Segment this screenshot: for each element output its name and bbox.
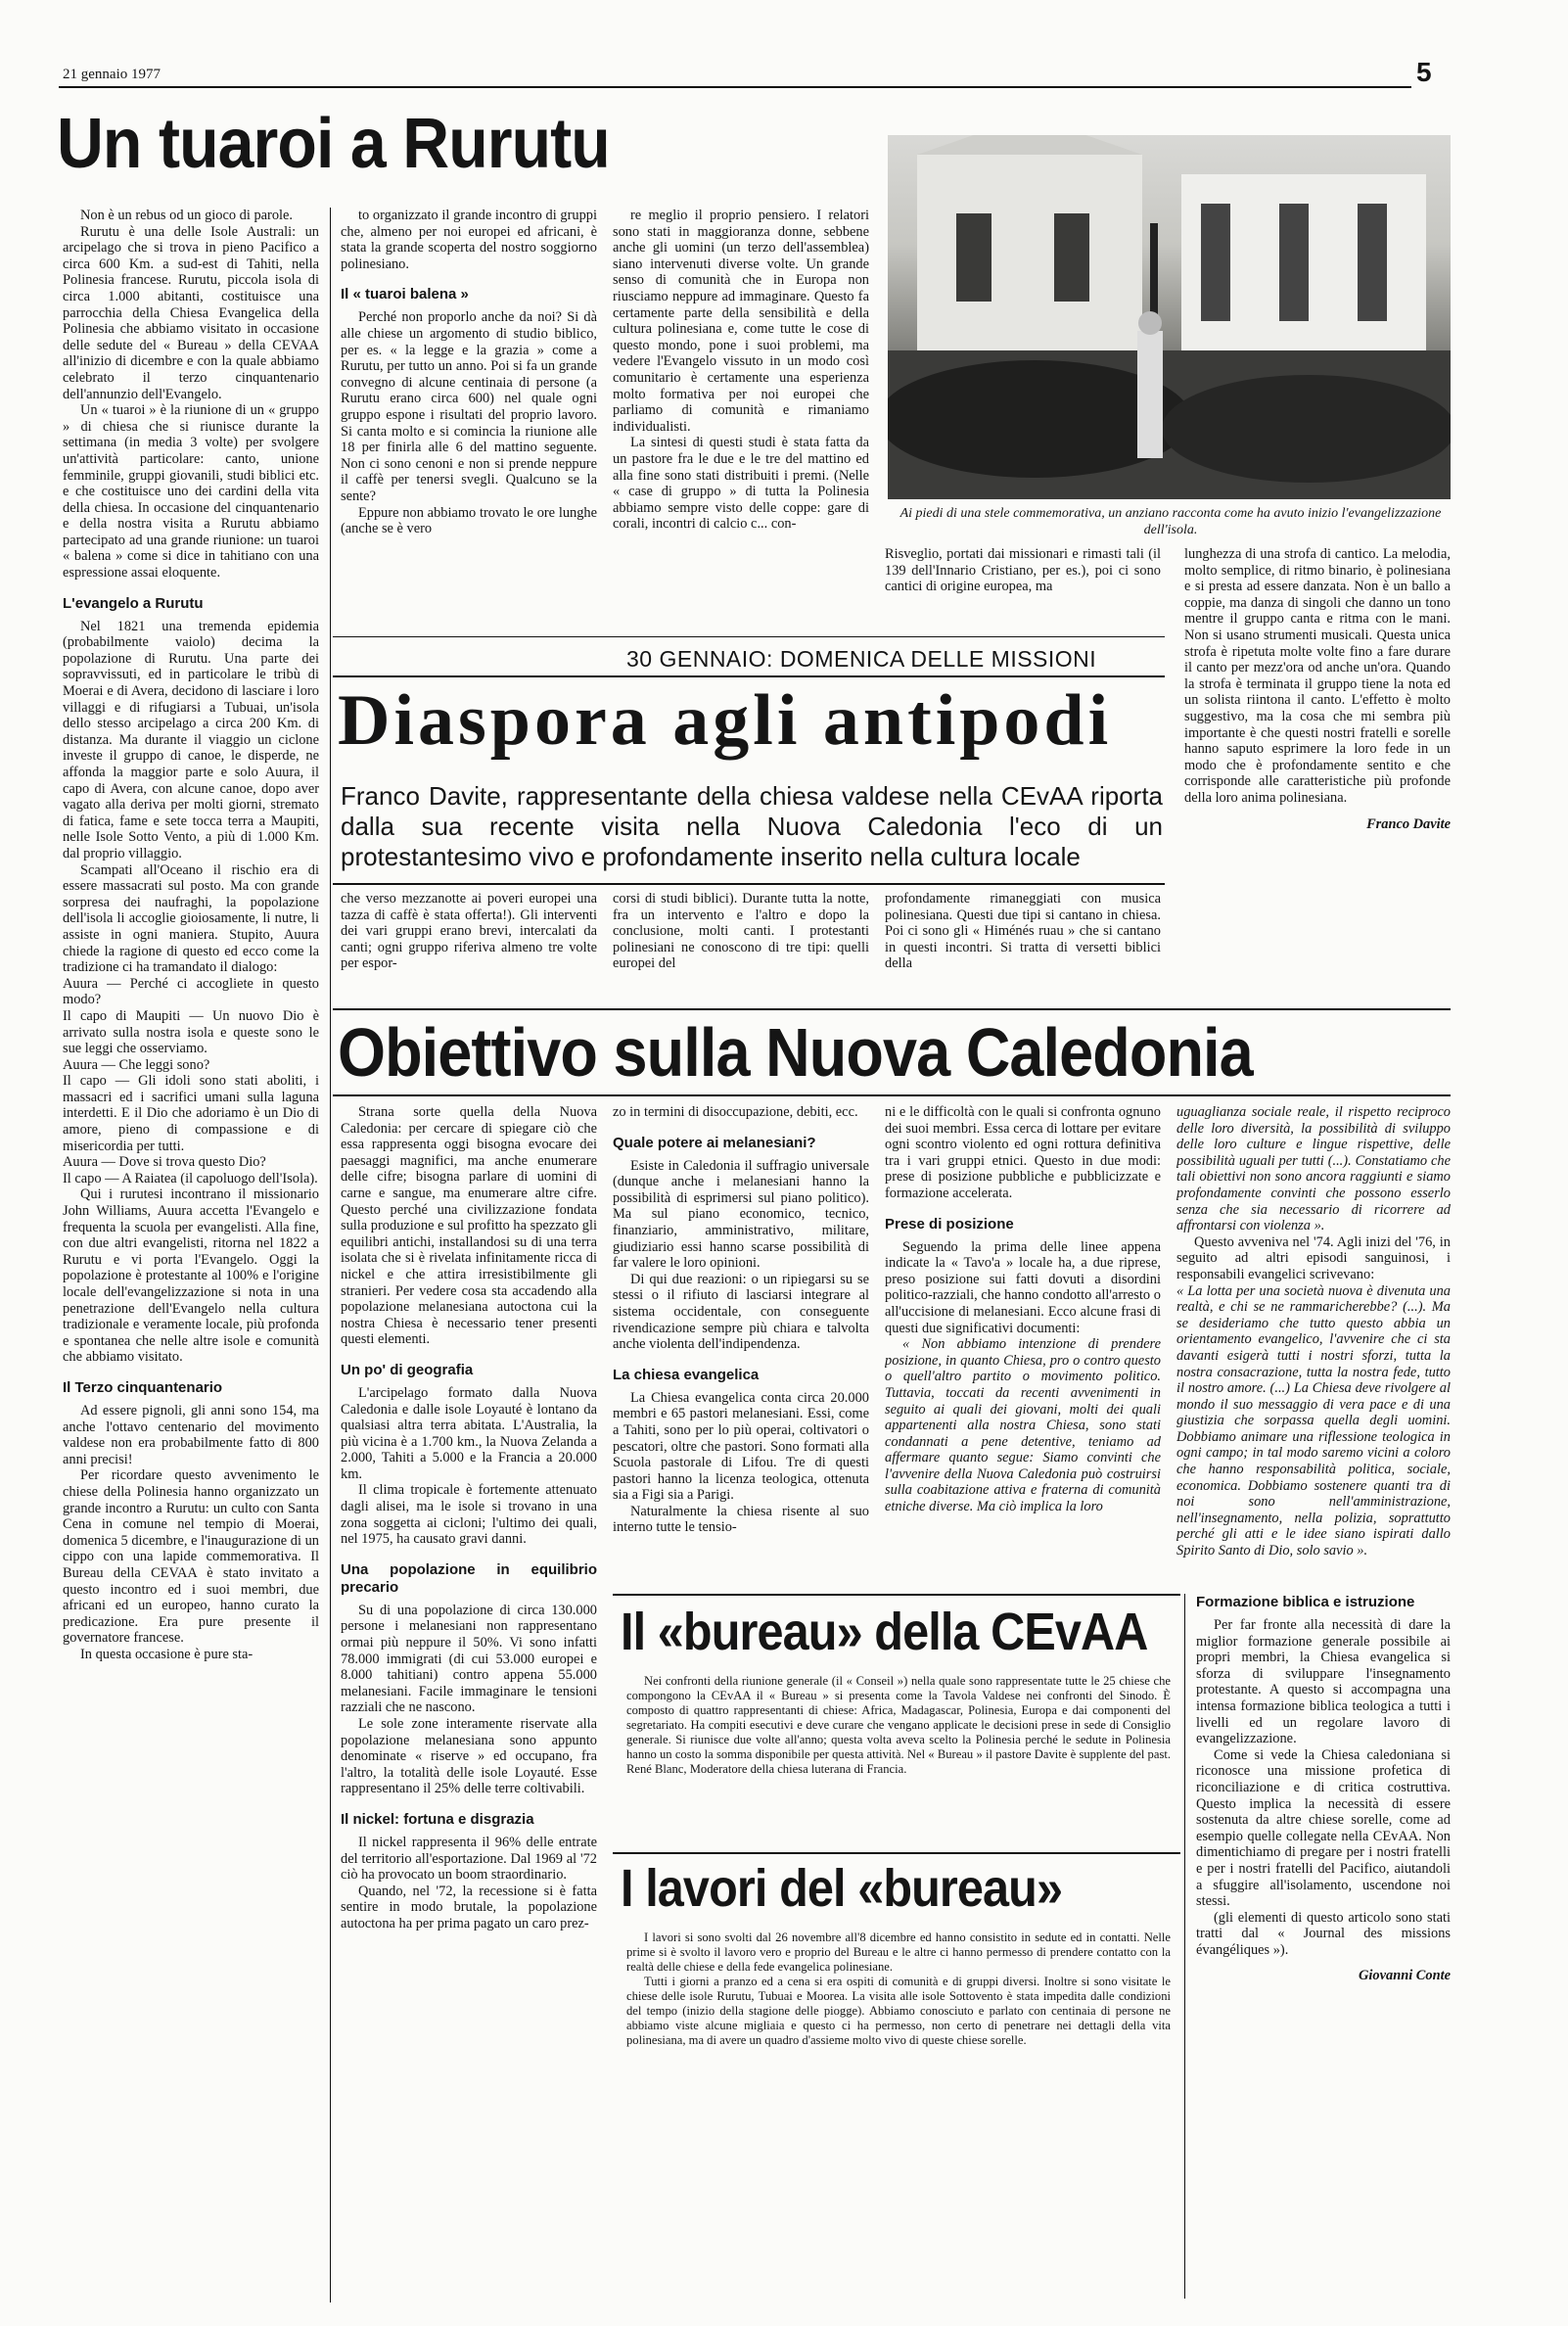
article3-column-4 (1176, 1104, 1451, 1584)
paragraph: Seguendo la prima delle linee appena indicate la « Tavo'a » locale ha, a due riprese, preso posizione sui fatti dovuti a disordini politico-razziali, che hanno condotto all'arresto o all'uccisione di melanesiani. Ecco alcune frasi di questi due significativi documenti: (885, 1238, 1161, 1336)
article6-column (1196, 1594, 1451, 2299)
article2-kicker: 30 GENNAIO: DOMENICA DELLE MISSIONI (626, 646, 1097, 672)
dialogue-line: Auura — Perché ci accogliete in questo modo? (63, 975, 319, 1008)
paragraph: Non è un rebus od un gioco di parole. (80, 208, 294, 223)
dialogue-line: Il capo — Gli idoli sono stati aboliti, i massacri ed i sacrifici umani sulla laguna interdetti. E il Dio che adoriamo è un Dio di amore, pieno di compassione e di misericordia per tutti. (63, 1073, 319, 1154)
paragraph: profondamente rimaneggiati con musica polinesiana. Questi due tipi si cantano in chiesa. Poi ci sono gli « Himénés ruau » che si cantano in questi incontri. Si tratta di versetti biblici della (885, 891, 1161, 972)
paragraph: L'arcipelago formato dalla Nuova Caledonia e dalle isole Loyauté è lontano da qualsiasi altra terra abitata. L'Australia, la più vicina è a 1.700 km., la Nuova Zelanda a 2.000, Tahiti a 5.000 e la Francia a 20.000 km. (341, 1384, 597, 1482)
paragraph: Strana sorte quella della Nuova Caledonia: per cercare di spiegare ciò che essa rappresenta oggi bisogna evocare dei paesaggi magnifici, ma anche enumerare delle cifre; bisogna parlare di uomini di carne e sangue, ma enumerare altre cifre. Questo perché una civilizzazione fondata sulla produzione e sul profitto ha spezzato gli equilibri antichi, installandosi su di una terra isolata che si è rivelata infinitamente ricca di nickel e che attira irresistibilmente gli stranieri. Per vedere cosa sta accadendo alla popolazione melanesiana autoctona cui la nostra Chiesa è necessario tener presenti questi elementi. (341, 1104, 597, 1348)
subheading: Il « tuaroi balena » (341, 286, 469, 303)
paragraph: Nei confronti della riunione generale (il « Conseil ») nella quale sono rappresentate tutte le 25 chiese che compongono la CEvAA il « Bureau » si presenta come la Tavola Valdese nei confronti del Sinodo. È composto di quattro rappresentanti di chiese: Africa, Madagascar, Polinesia, Europa e dai componenti del segretariato. Ha compiti esecutivi e deve curare che vengano applicate le decisioni prese in sede di Consiglio generale. Si riunisce due volte all'anno; questa volta aveva scelto la Polinesia perché le sedute in Polinesia hanno un costo la somma disponibile per questa attività. Nel « Bureau » il pastore Davite è supplente del past. René Blanc, Moderatore della chiesa luterana di Francia. (626, 1674, 1171, 1776)
author-signature: Franco Davite (1366, 815, 1451, 832)
page-number: 5 (1416, 57, 1432, 87)
article1-column-4 (885, 546, 1161, 617)
paragraph: Le sole zone interamente riservate alla popolazione melanesiana sono appunto denominate « riserve » ed occupano, fra l'altro, la totalità delle isole Loyauté. Esse rappresentano il 25% delle terre coltivabili. (341, 1716, 597, 1797)
article2-column-c (885, 891, 1161, 999)
article2-title: Diaspora agli antipodi (338, 680, 1113, 761)
article3-column-3 (885, 1104, 1161, 1584)
paragraph: Risveglio, portati dai missionari e rimasti tali (il 139 dell'Innario Cristiano, per es.), poi ci sono cantici di origine europea, ma (885, 546, 1161, 595)
article1-column-1 (63, 208, 319, 2293)
paragraph: che verso mezzanotte ai poveri europei una tazza di caffè è stata offerta!). Gli interventi dei vari gruppi erano brevi, intercalati da canti; ogni gruppo riferiva almeno tre volte per espor- (341, 891, 597, 972)
paragraph: Rurutu è una delle Isole Australi: un arcipelago che si trova in pieno Pacifico a circa 600 Km. a sud-est di Tahiti, nella Polinesia francese. Rurutu, piccola isola di circa 1.000 abitanti, costituisce una parrocchia della Chiesa Evangelica della Polinesia che abbiamo visitato in occasione delle sedute del « Bureau » della CEVAA all'inizio di dicembre e con la quale abbiamo celebrato il terzo cinquantenario dell'annunzio dell'Evangelo. (63, 223, 319, 402)
box-rule-mid (613, 1852, 1180, 1854)
paragraph: Naturalmente la chiesa risente al suo interno tutte le tensio- (613, 1503, 869, 1536)
paragraph: Quando, nel '72, la recessione si è fatta sentire in modo brutale, la popolazione autoctona ha per prima pagato un caro prez- (341, 1883, 597, 1931)
paragraph: to organizzato il grande incontro di gruppi che, almeno per noi europei ed africani, è stata la grande scoperta del nostro soggiorno polinesiano. (341, 208, 597, 272)
article1-title: Un tuaroi a Rurutu (57, 105, 610, 183)
box-rule-right (1184, 1594, 1185, 2299)
kicker-rule (333, 636, 1165, 637)
paragraph: re meglio il proprio pensiero. I relatori sono stati in maggioranza donne, sebbene anche gli uomini (un terzo dell'assemblea) siano intervenuti diverse volte. Un grande senso di comunità che in Europa non riusciamo neppure ad immaginare. Questo fa certamente parte della sensibilità e della cultura polinesiana e, come tutte le cose di questo mondo, pone i suoi problemi, ma vedere l'Evangelo vissuto in un modo così comunitario è certamente una esperienza molto formativa per noi europei che parliamo di comunità e rimaniamo individualisti. (613, 208, 869, 435)
subheading: Una popolazione in equilibrio precario (341, 1560, 597, 1596)
article3-column-1 (341, 1104, 597, 2301)
dialogue-line: Auura — Che leggi sono? (63, 1056, 210, 1073)
subheading: Prese di posizione (885, 1215, 1014, 1233)
subheading: Un po' di geografia (341, 1361, 474, 1378)
paragraph: Su di una popolazione di circa 130.000 persone i melanesiani non rappresentano ormai più neppure il 50%. Vi sono infatti 78.000 immigrati (di cui 53.000 europei e 8.000 tahitiani) contro appena 55.000 melanesiani. Facile immaginare le tensioni razziali che ne nascono. (341, 1602, 597, 1716)
issue-date: 21 gennaio 1977 (63, 67, 161, 82)
quote: uguaglianza sociale reale, il rispetto reciproco delle loro diversità, la possibilità di sviluppo delle loro culture e lingue rispettive, delle possibilità uguali per tutti (...). Constatiamo che tali obiettivi non sono ancora raggiunti e siamo profondamente convinti che possono esserlo senza che sia necessario di ricorrere ad affrontarsi con violenza ». (1176, 1104, 1451, 1234)
paragraph: La Chiesa evangelica conta circa 20.000 membri e 65 pastori melanesiani. Essi, come a Tahiti, sono per lo più operai, coltivatori o pescatori, oltre che pastori. Sono formati alla Scuola pastorale di Lifou. Tre di questi pastori hanno la licenza teologica, ottenuta sia a Figi sia a Parigi. (613, 1389, 869, 1504)
subheading: Quale potere ai melanesiani? (613, 1134, 816, 1151)
paragraph: Per far fronte alla necessità di dare la miglior formazione generale possibile ai propri membri, la Chiesa evangelica si sforza di sviluppare l'insegnamento protestante. A questo si accompagna una intensa formazione biblica teologica a tutti i livelli ed un regolare lavoro di evangelizzazione. (1196, 1617, 1451, 1747)
dialogue-line: Auura — Dove si trova questo Dio? (63, 1154, 266, 1171)
paragraph: Scampati all'Oceano il rischio era di essere massacrati sul posto. Ma con grande sorpresa dei naufraghi, la popolazione dell'isola li accoglie gioiosamente, li nutre, li assiste in ogni maniera. Stupito, Auura chiede la ragione di questo ed ecco come la tradizione ci ha tramandato il dialogo: (63, 861, 319, 976)
article5-title: I lavori del «bureau» (621, 1859, 1063, 1918)
column-divider (330, 208, 331, 2303)
article4-body (626, 1674, 1171, 1840)
paragraph: Questo avveniva nel '74. Agli inizi del '76, in seguito ad altri episodi sanguinosi, i responsabili evangelici scrivevano: (1176, 1233, 1451, 1282)
author-signature: Giovanni Conte (1359, 1968, 1451, 1984)
section-rule-bottom (333, 1094, 1451, 1096)
paragraph: La sintesi di questi studi è stata fatta da un pastore fra le due e le tre del mattino ed alla fine sono stati distribuiti i premi. (Nelle « case di gruppo » di tutta la Polinesia abbiamo sempre visto delle coppe: gare di corali, incontri di calcio c... con- (613, 435, 869, 533)
paragraph: Nel 1821 una tremenda epidemia (probabilmente vaiolo) decima la popolazione di Rurutu. Una parte dei sopravvissuti, ed in particolare le tribù di Moerai e di Avera, decidono di lasciare i loro villaggi e di rifugiarsi a Tubuai, un'isola dello stesso arcipelago a circa 200 Km. di distanza. Ma durante il viaggio un ciclone investe il gruppo di canoe, le disperde, ne affonda la maggior parte e solo Auura, il capo di Avera, con alcune canoe, dopo aver vagato alla deriva per molti giorni, stremato di fatica, fame e sete tocca terra a Maupiti, nelle Isole Sotto Vento, a più di 1.000 Km. dal proprio villaggio. (63, 618, 319, 861)
paragraph: ni e le difficoltà con le quali si confronta ognuno dei suoi membri. Essa cerca di lottare per evitare ogni scontro violento ed ogni rottura definitiva tra i vari gruppi etnici. Questo in due modi: prese di posizione pubbliche e pubblicizzate e formazione accelerata. (885, 1104, 1161, 1201)
dialogue-line: Il capo — A Raiatea (il capoluogo dell'Isola). (63, 1170, 318, 1186)
paragraph: Esiste in Caledonia il suffragio universale (dunque anche i melanesiani hanno la possibilità di esprimersi sul piano politico). Ma sul piano economico, tecnico, finanziario, amministrativo, militare, giudiziario essi hanno scarse possibilità di far valere le loro opinioni. (613, 1157, 869, 1272)
church-gathering-photo (888, 135, 1451, 499)
paragraph: Eppure non abbiamo trovato le ore lunghe (anche se è vero (341, 504, 597, 537)
masthead-rule (59, 86, 1411, 88)
article1-column-3 (613, 208, 869, 672)
quote: « Non abbiamo intenzione di prendere posizione, in quanto Chiesa, pro o contro questo o quell'altro partito o movimento politico. Tuttavia, toccati da recenti avvenimenti in seguito ai quali dei giovani, molti dei quali appartenenti alla nostra Chiesa, sono stati condannati a pene detentive, teniamo ad affermare quanto segue: Siamo convinti che l'avvenire della Nuova Caledonia può costruirsi sulla coabitazione attiva e fraterna di comunità etniche diverse. Ma ciò implica la loro (885, 1336, 1161, 1515)
subheading: L'evangelo a Rurutu (63, 594, 204, 612)
article5-body (626, 1931, 1171, 2303)
article2-column-b (613, 891, 869, 999)
article2-column-a (341, 891, 597, 999)
paragraph: Per ricordare questo avvenimento le chiese della Polinesia hanno organizzato un grande incontro a Rurutu: un culto con Santa Cena in comune nel tempio di Moerai, domenica 5 dicembre, e l'inaugurazione di un cippo con una lapide commemorativa. Il Bureau della CEVAA è stato invitato a questo incontro ed i suoi membri, due africani ed un europeo, hanno curato la predicazione. Era pure presente il governatore francese. (63, 1467, 319, 1647)
subheading: Il Terzo cinquantenario (63, 1378, 223, 1396)
paragraph: Il nickel rappresenta il 96% delle entrate del territorio all'esportazione. Dal 1969 al '72 ciò ha provocato un boom straordinario. (341, 1834, 597, 1884)
paragraph: Un « tuaroi » è la riunione di un « gruppo » di chiesa che si riunisce durante la settimana (in media 3 volte) per svolgere un'attività particolare: canto, unione femminile, gruppi giovanili, studi biblici etc. e che costituisce uno dei cardini della vita della chiesa. In occasione del cinquantenario e della nostra visita a Rurutu abbiamo partecipato ad una grande riunione: un tuaroi « balena » come si dice in tahitiano con una espressione assai eloquente. (63, 402, 319, 582)
paragraph: In questa occasione è pure sta- (80, 1646, 254, 1662)
paragraph: lunghezza di una strofa di cantico. La melodia, molto semplice, di ritmo binario, è polinesiana e si presta ad essere danzata. Non è un ballo a coppie, ma danza di singoli che danno un tono mentre il gruppo canta e ritma con le mani. Non si usano strumenti musicali. Questa unica strofa è ripetuta molte volte fino a fare durare il canto per mezz'ora od anche un'ora. Quando la strofa è terminata il gruppo tiene la nota ed un solista riintona il canto. L'effetto è molto suggestivo, ma la cosa che mi sembra più importante è che questi nostri fratelli e sorelle hanno saputo esprimere la loro fede in un modo che è profondamente sentito e che corrisponde alle caratteristiche più profonde della loro anima polinesiana. (1184, 546, 1451, 806)
paragraph: Tutti i giorni a pranzo ed a cena si era ospiti di comunità e di gruppi diversi. Inoltre si sono visitate le chiese delle isole Rurutu, Tubuai e Moorea. La visita alle isole Sottovento è stata impedita dalle condizioni del tempo (inizio della stagione delle piogge). Abbiamo conosciuto e parlato con centinaia di persone ne abbiamo viste alcune migliaia e questo ci ha permesso, non certo di penetrare nei dettagli della vita polinesiana, ma di avere un quadro d'assieme molto vivo di queste chiese sorelle. (626, 1975, 1171, 2047)
paragraph: Ad essere pignoli, gli anni sono 154, ma anche l'ottavo centenario del movimento valdese non era probabilmente fatto di 800 anni precisi! (63, 1402, 319, 1467)
box-rule-top (613, 1594, 1180, 1596)
article3-title: Obiettivo sulla Nuova Caledonia (338, 1014, 1253, 1091)
paragraph: Come si vede la Chiesa caledoniana si riconosce una missione profetica di riconciliazione e di critica costruttiva. Questo implica la necessità di essere sostenuta da altre chiese sorelle, come ad esempio quelle collegate nella CEvAA. Non dimentichiamo di pregare per i nostri fratelli e per i nostri fratelli del Pacifico, aiutandoli a sfuggire all'isolamento, uscendone noi stessi. (1196, 1746, 1451, 1910)
paragraph: Il clima tropicale è fortemente attenuato dagli alisei, ma le isole si trovano in una zona soggetta ai cicloni; l'ultimo dei quali, nel 1975, ha causato gravi danni. (341, 1482, 597, 1548)
paragraph: corsi di studi biblici). Durante tutta la notte, fra un intervento e l'altro e dopo la conclusione, molti canti. I protestanti polinesiani ne conoscono di tre tipi: quelli europei del (613, 891, 869, 972)
photo-caption: Ai piedi di una stele commemorativa, un anziano racconta come ha avuto inizio l'evangelizzazione dell'isola. (899, 506, 1442, 537)
article3-column-2 (613, 1104, 869, 1584)
article4-title: Il «bureau» della CEvAA (621, 1603, 1148, 1661)
paragraph: I lavori si sono svolti dal 26 novembre all'8 dicembre ed hanno consistito in sedute ed in contatti. Nelle prime si è svolto il lavoro vero e proprio del Bureau e le altre ci hanno permesso di prendere contatto con la realtà delle chiese e della fede evangelica polinesiane. (626, 1931, 1171, 1974)
standfirst-rule (333, 883, 1165, 885)
paragraph: Qui i rurutesi incontrano il missionario John Williams, Auura accetta l'Evangelo e frequenta la scuola per evangelisti. Alla fine, con due altri evangelisti, ritorna nel 1822 a Rurutu e vi porta l'Evangelo. Oggi la popolazione è protestante al 100% e l'origine locale dell'evangelizzazione si nota in una penetrazione dell'Evangelo nella cultura tradizionale e veramente locale, più profonda e spontanea che nelle altre isole e comunità che abbiamo visitato. (63, 1186, 319, 1366)
article2-standfirst: Franco Davite, rappresentante della chiesa valdese nella CEvAA riporta dalla sua recente visita nella Nuova Caledonia l'eco di un protestantesimo vivo e profondamente inserito nella cultura locale (341, 781, 1163, 871)
paragraph: Perché non proporlo anche da noi? Si dà alle chiese un argomento di studio biblico, per es. « la legge e la grazia » come a Rurutu, per tutto un anno. Poi si fa un grande convegno di alcune centinaia di persone (a Rurutu erano circa 600) nel quale ogni gruppo espone i risultati del proprio lavoro. Si canta molto e si comincia la riunione alle 18 per finirla alle 6 del mattino seguente. Non ci sono cenoni e non si prende neppure il caffè per tenersi svegli. Qualcuno se la sente? (341, 309, 597, 504)
quote: « La lotta per una società nuova è divenuta una realtà, e chi se ne rammaricherebbe? (...). Ma se desideriamo che tutto questo abbia un orientamento evangelico, l'avvenire che ci sta davanti esigerà tutti i nostri sforzi, tutta la nostra consacrazione, tutta la nostra fede, tutto il nostro amore. (...) La Chiesa deve rivolgere al mondo il suo messaggio di vera pace e di una giustizia che sorpassa quella degli uomini. Dobbiamo animare una riflessione teologica in ogni campo; in tal modo saremo vicini a coloro che hanno responsabilità politica, sociale, economica. Dobbiamo sostenere quanti tra di noi sono nell'amministrazione, nell'insegnamento, nella polizia, soprattutto perché gli atti e le idee siano ispirati dallo Spirito Santo di Dio, solo savio ». (1176, 1282, 1451, 1559)
paragraph: Di qui due reazioni: o un ripiegarsi su se stessi o il rifiuto di lasciarsi integrare al sistema occidentale, con conseguente rivendicazione sempre più chiara e talvolta anche violenta dell'indipendenza. (613, 1271, 869, 1353)
paragraph: zo in termini di disoccupazione, debiti, ecc. (613, 1104, 858, 1120)
dialogue-line: Il capo di Maupiti — Un nuovo Dio è arrivato sulla nostra isola e queste sono le sue leggi che osserviamo. (63, 1007, 319, 1057)
subheading: La chiesa evangelica (613, 1366, 760, 1383)
article1-column-5 (1184, 546, 1451, 987)
article1-column-2 (341, 208, 597, 672)
subheading: Il nickel: fortuna e disgrazia (341, 1810, 534, 1828)
paragraph: (gli elementi di questo articolo sono stati tratti dal « Journal des missions évangéliques »). (1196, 1909, 1451, 1958)
subheading: Formazione biblica e istruzione (1196, 1594, 1415, 1610)
